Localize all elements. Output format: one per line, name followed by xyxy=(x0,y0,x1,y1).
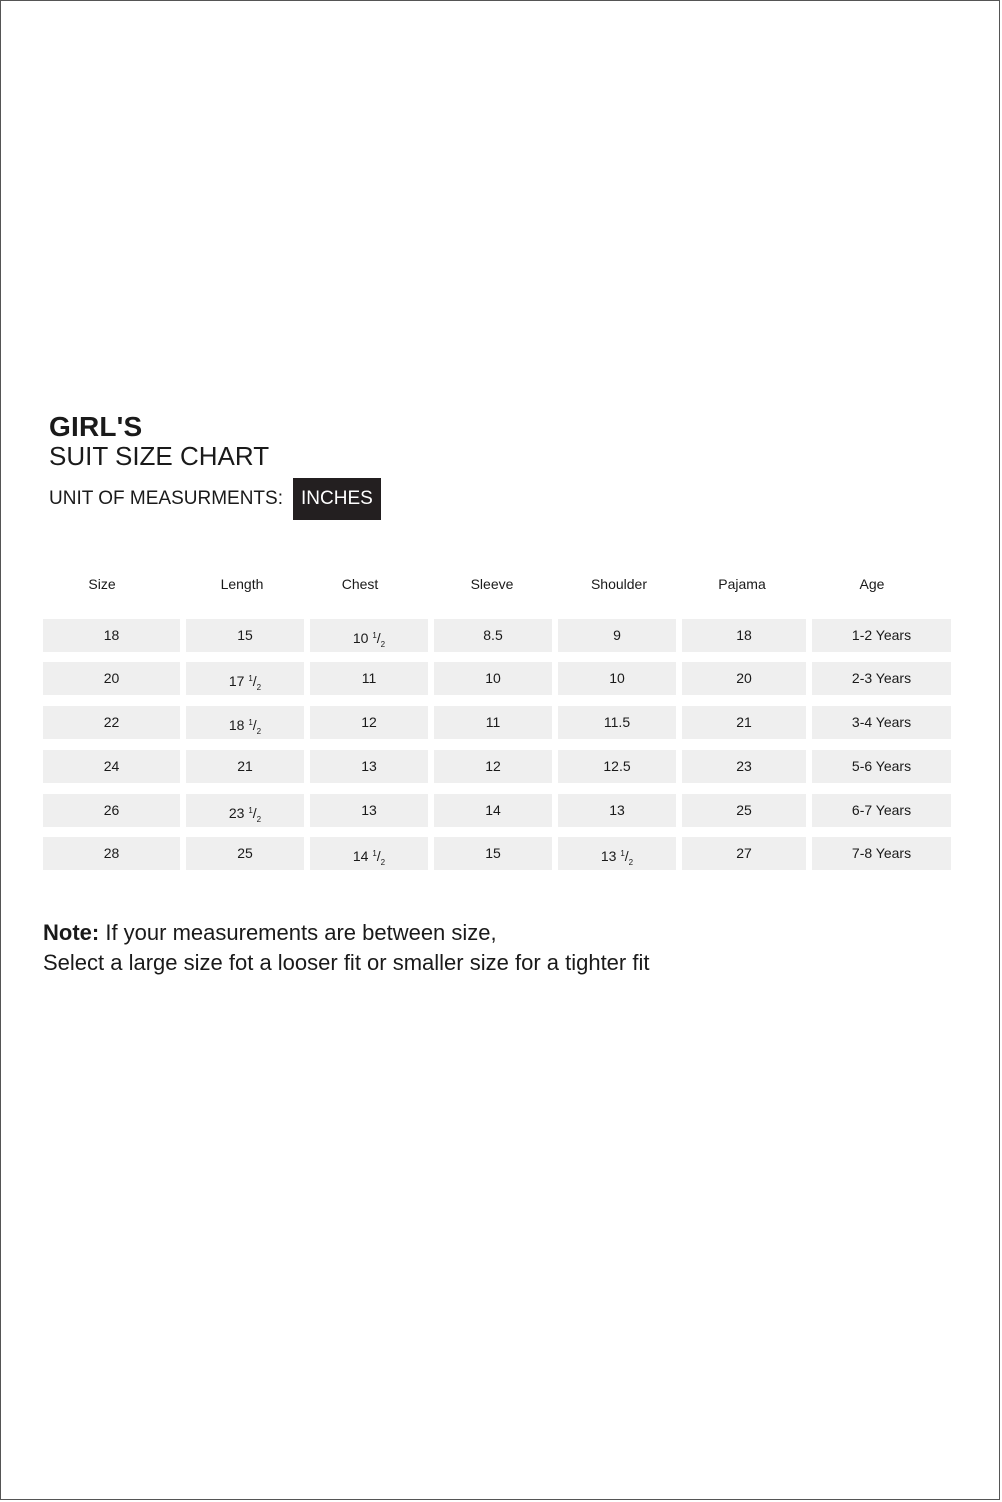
table-cell-chest: 13 xyxy=(310,794,428,827)
table-cell-length: 18 $^1/_2$ xyxy=(186,706,304,739)
table-cell-age: 3-4 Years xyxy=(812,706,951,739)
column-header-size: Size xyxy=(88,576,116,592)
column-header-chest: Chest xyxy=(341,576,379,592)
note-line-2: Select a large size fot a looser fit or smaller size for a tighter fit xyxy=(43,950,650,975)
table-cell-shoulder: 11.5 xyxy=(558,706,676,739)
table-cell-pajama: 25 xyxy=(682,794,806,827)
table-cell-sleeve: 14 xyxy=(434,794,552,827)
table-cell-sleeve: 11 xyxy=(434,706,552,739)
note-line-1: If your measurements are between size, xyxy=(105,920,497,945)
column-header-pajama: Pajama xyxy=(718,576,766,592)
table-cell-shoulder: 13 $^1/_2$ xyxy=(558,837,676,870)
table-cell-size: 28 xyxy=(43,837,180,870)
table-cell-pajama: 18 xyxy=(682,619,806,652)
chart-subtitle: SUIT SIZE CHART xyxy=(49,441,270,471)
column-header-shoulder: Shoulder xyxy=(590,576,648,592)
table-cell-age: 1-2 Years xyxy=(812,619,951,652)
table-cell-pajama: 23 xyxy=(682,750,806,783)
table-cell-chest: 10 $^1/_2$ xyxy=(310,619,428,652)
note xyxy=(43,918,649,978)
column-header-sleeve: Sleeve xyxy=(470,576,514,592)
table-cell-length: 21 xyxy=(186,750,304,783)
column-header-length: Length xyxy=(220,576,264,592)
table-cell-chest: 11 xyxy=(310,662,428,695)
table-cell-age: 7-8 Years xyxy=(812,837,951,870)
table-cell-age: 5-6 Years xyxy=(812,750,951,783)
column-header-age: Age xyxy=(859,576,885,592)
unit-row xyxy=(49,478,381,520)
table-cell-size: 22 xyxy=(43,706,180,739)
table-cell-sleeve: 12 xyxy=(434,750,552,783)
table-cell-length: 25 xyxy=(186,837,304,870)
table-cell-shoulder: 9 xyxy=(558,619,676,652)
table-cell-sleeve: 10 xyxy=(434,662,552,695)
table-cell-length: 15 xyxy=(186,619,304,652)
table-cell-chest: 13 xyxy=(310,750,428,783)
chart-title: GIRL'S xyxy=(49,411,143,442)
table-cell-sleeve: 15 xyxy=(434,837,552,870)
table-cell-chest: 12 xyxy=(310,706,428,739)
note-label: Note: xyxy=(43,920,100,945)
table-cell-pajama: 21 xyxy=(682,706,806,739)
table-cell-age: 2-3 Years xyxy=(812,662,951,695)
table-cell-shoulder: 12.5 xyxy=(558,750,676,783)
table-cell-length: 23 $^1/_2$ xyxy=(186,794,304,827)
table-cell-chest: 14 $^1/_2$ xyxy=(310,837,428,870)
table-cell-age: 6-7 Years xyxy=(812,794,951,827)
table-cell-pajama: 27 xyxy=(682,837,806,870)
table-cell-size: 24 xyxy=(43,750,180,783)
table-cell-pajama: 20 xyxy=(682,662,806,695)
table-cell-shoulder: 10 xyxy=(558,662,676,695)
table-cell-shoulder: 13 xyxy=(558,794,676,827)
table-cell-size: 18 xyxy=(43,619,180,652)
table-cell-length: 17 $^1/_2$ xyxy=(186,662,304,695)
unit-badge: INCHES xyxy=(293,478,381,520)
table-cell-size: 20 xyxy=(43,662,180,695)
unit-label: UNIT OF MEASURMENTS: xyxy=(49,488,283,509)
table-cell-size: 26 xyxy=(43,794,180,827)
table-cell-sleeve: 8.5 xyxy=(434,619,552,652)
